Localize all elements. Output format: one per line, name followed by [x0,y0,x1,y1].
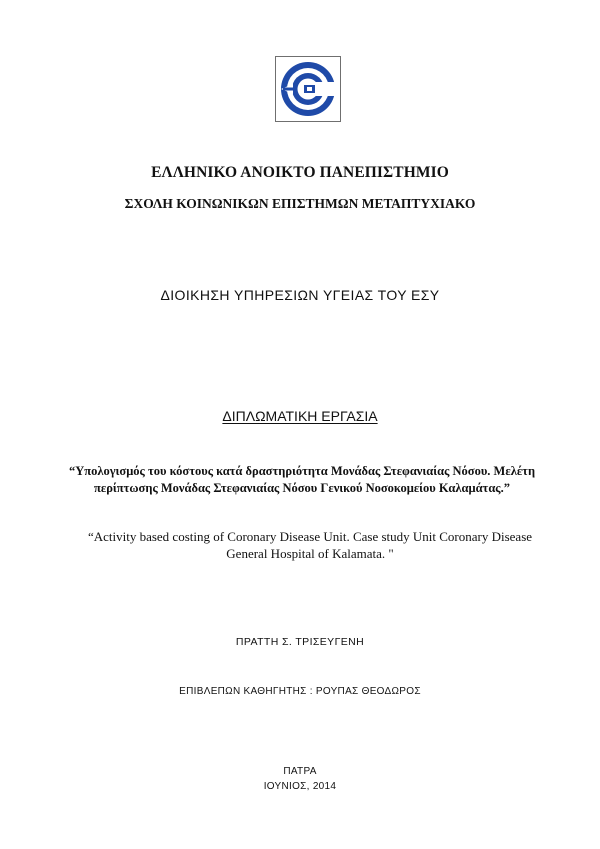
supervisor-line: ΕΠΙΒΛΕΠΩΝ ΚΑΘΗΓΗΤΗΣ : ΡΟΥΠΑΣ ΘΕΟΔΩΡΟΣ [179,686,421,697]
university-name: ΕΛΛΗΝΙΚΟ ΑΝΟΙΚΤΟ ΠΑΝΕΠΙΣΤΗΜΙΟ [151,164,449,181]
program-name: ΔΙΟΙΚΗΣΗ ΥΠΗΡΕΣΙΩΝ ΥΓΕΙΑΣ ΤΟΥ ΕΣΥ [160,287,440,303]
city: ΠΑΤΡΑ [283,766,317,777]
author-name: ΠΡΑΤΤΗ Σ. ΤΡΙΣΕΥΓΕΝΗ [235,636,365,648]
school-name: ΣΧΟΛΗ ΚΟΙΝΩΝΙΚΩΝ ΕΠΙΣΤΗΜΩΝ ΜΕΤΑΠΤΥΧΙΑΚΟ [124,196,476,211]
thesis-title-english: “Activity based costing of Coronary Disease Unit. Case study Unit Coronary Disease General Hospital of Kalamata. " [87,529,533,561]
document-type [0,408,600,424]
university-logo [275,56,341,122]
thesis-title-greek: “Υπολογισμός του κόστους κατά δραστηριότητα Μονάδας Στεφανιαίας Νόσου. Μελέτη περίπτωσης Μονάδας Στεφανιαίας Νόσου Γενικού Νοσοκομείου Καλαμάτας.” [68,464,536,495]
university-seal-icon [275,56,341,122]
date: ΙΟΥΝΙΟΣ, 2014 [263,781,337,792]
document-type-label: ΔΙΠΛΩΜΑΤΙΚΗ ΕΡΓΑΣΙΑ [222,408,378,424]
